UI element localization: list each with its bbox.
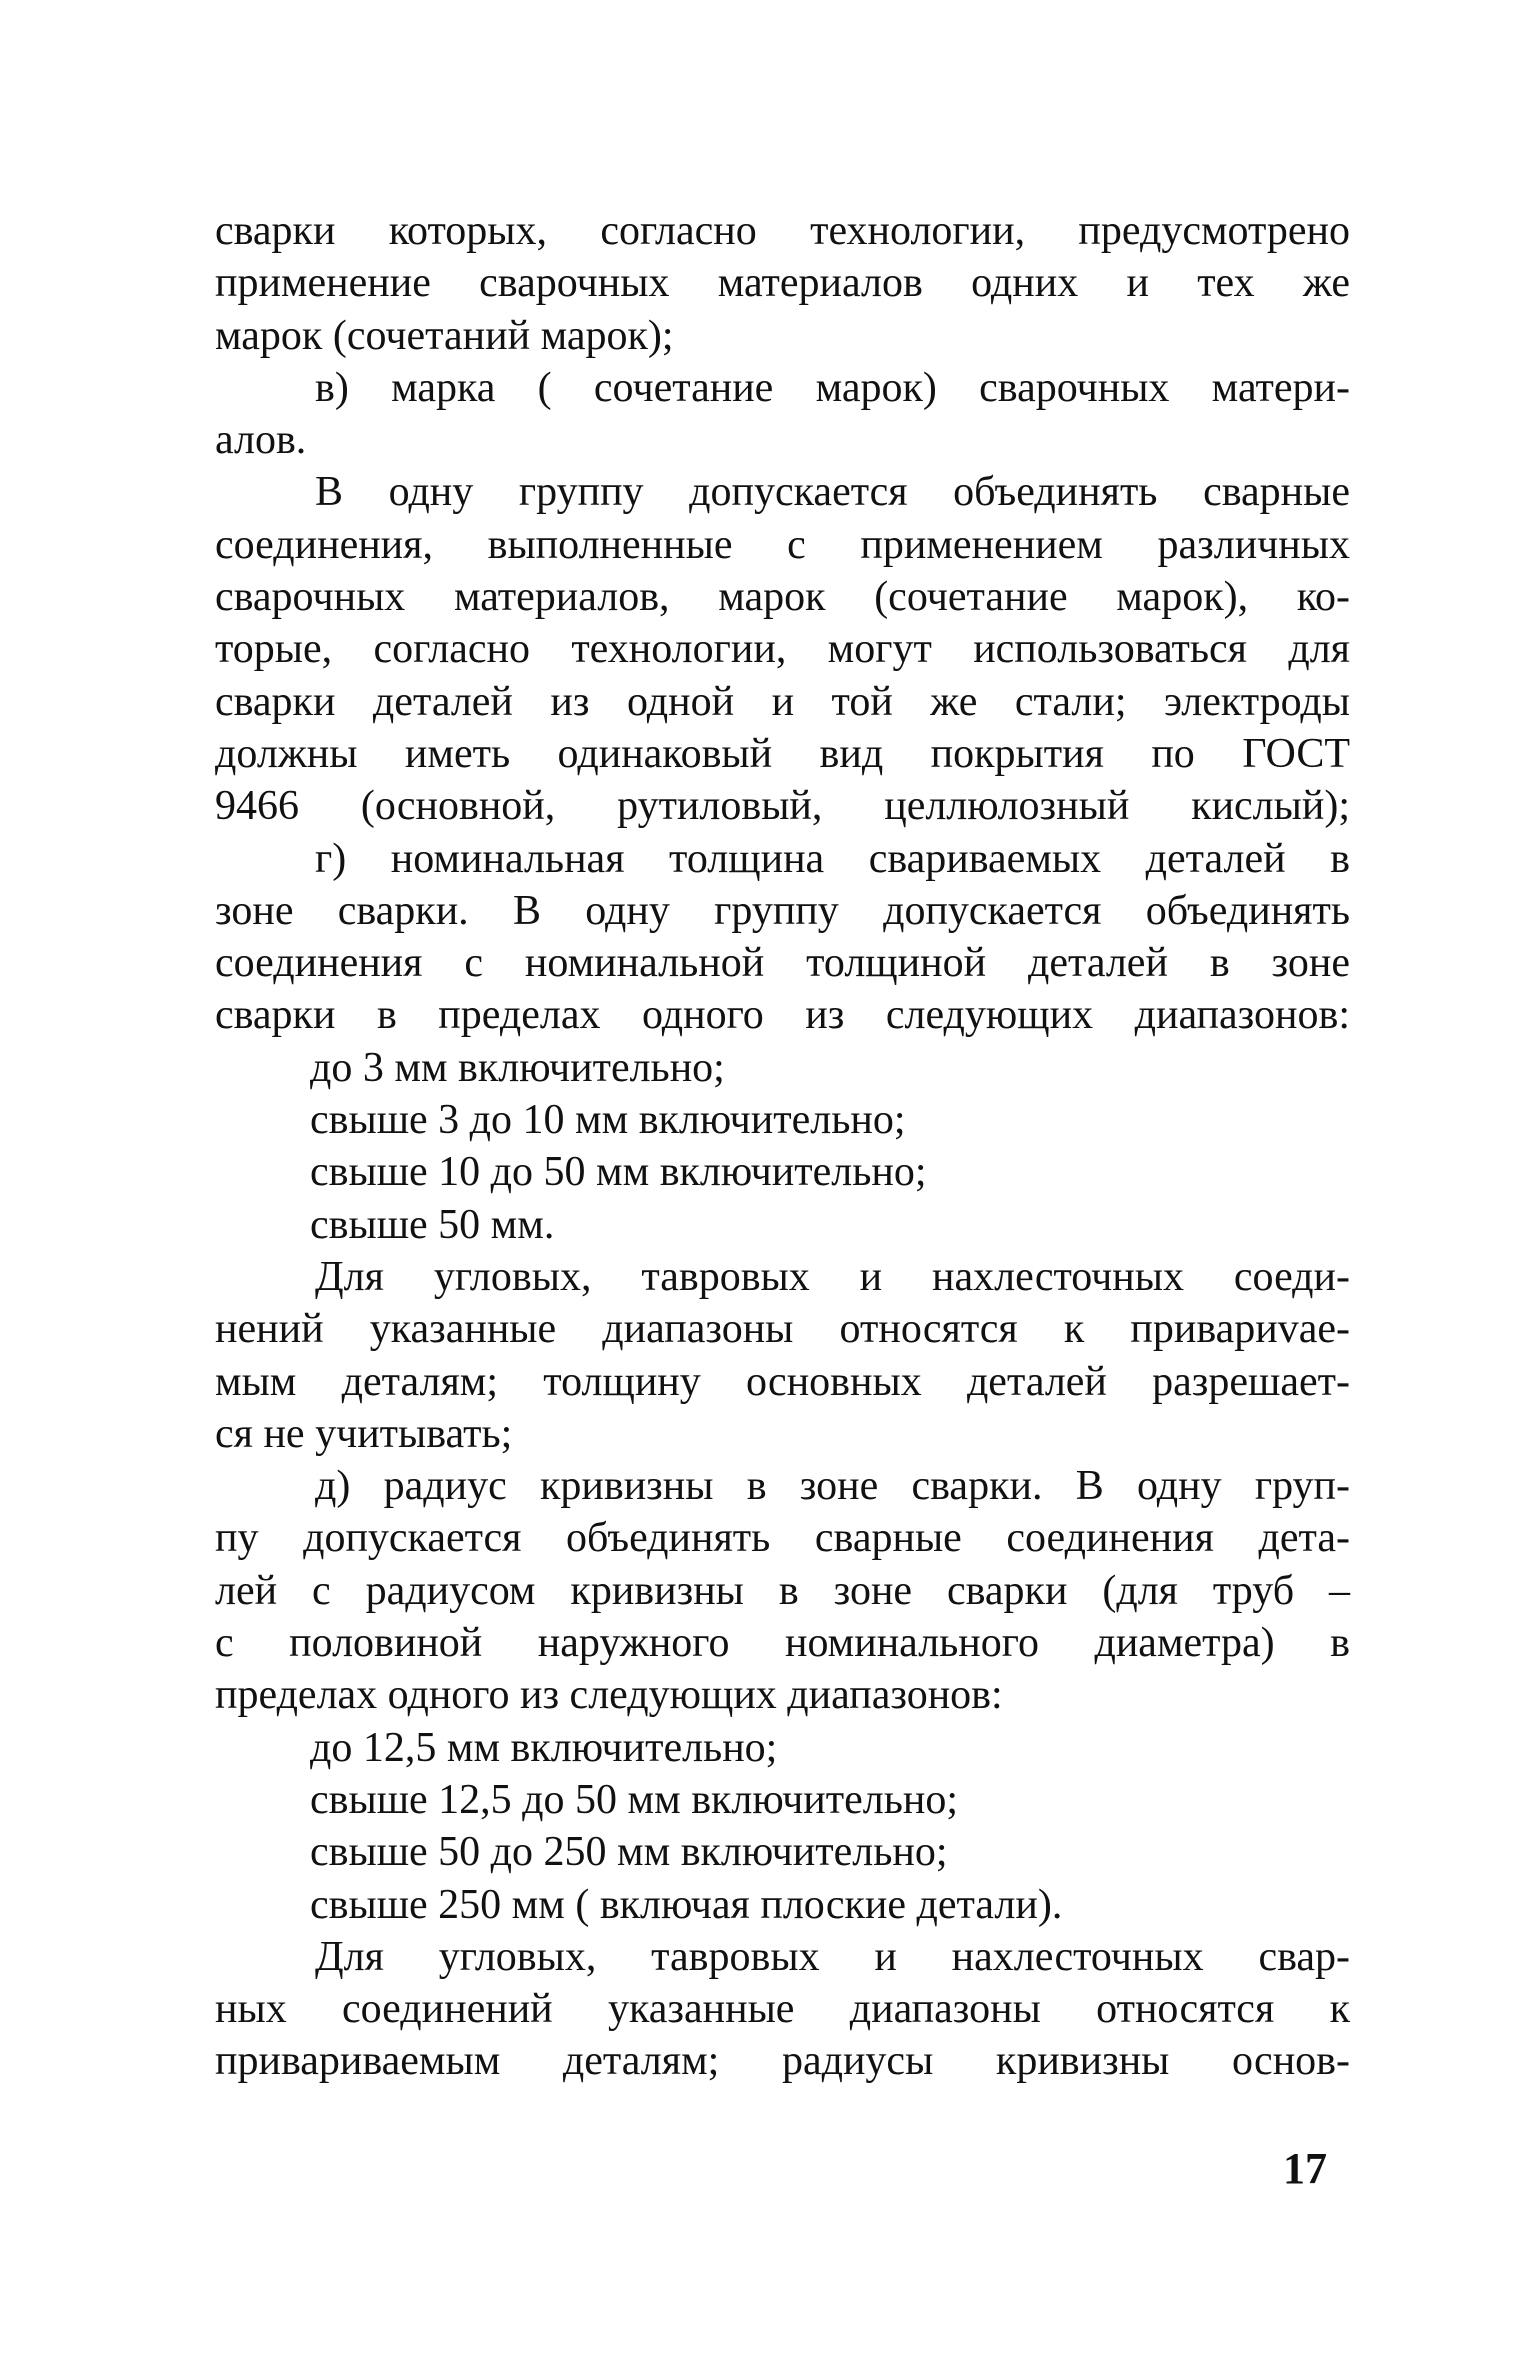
page-body xyxy=(215,205,1350,2088)
text-line: с половиной наружного номинального диаметра) в xyxy=(215,1620,1350,1667)
page-number: 17 xyxy=(1283,2144,1327,2193)
text-line: соединения, выполненные с применением различных xyxy=(215,521,1350,568)
text-line: В одну группу допускается объединять сварные xyxy=(315,469,1350,516)
text-line: свыше 50 до 250 мм включительно; xyxy=(310,1829,948,1876)
text-line: торые, согласно технологии, могут использоваться для xyxy=(215,626,1350,673)
text-line: до 12,5 мм включительно; xyxy=(310,1724,778,1771)
text-line: сварки которых, согласно технологии, предусмотрено xyxy=(215,208,1350,254)
text-line: г) номинальная толщина свариваемых деталей в xyxy=(315,835,1350,882)
text-line: привариваемым деталям; радиусы кривизны основ- xyxy=(215,2038,1350,2085)
text-line: соединения с номинальной толщиной деталей в зоне xyxy=(215,940,1350,987)
text-line: пределах одного из следующих диапазонов: xyxy=(215,1672,1003,1719)
text-line: свыше 3 до 10 мм включительно; xyxy=(310,1097,906,1144)
text-line: сварки в пределах одного из следующих диапазонов: xyxy=(215,992,1350,1039)
text-line: свыше 12,5 до 50 мм включительно; xyxy=(310,1776,959,1823)
text-line: Для угловых, тавровых и нахлесточных свар- xyxy=(315,1933,1350,1980)
text-line: свыше 10 до 50 мм включительно; xyxy=(310,1149,927,1196)
text-line: 9466 (основной, рутиловый, целлюлозный кислый); xyxy=(215,783,1350,830)
text-line: должны иметь одинаковый вид покрытия по ГОСТ xyxy=(215,730,1350,777)
text-line: ных соединений указанные диапазоны относятся к xyxy=(215,1986,1350,2033)
text-line: до 3 мм включительно; xyxy=(310,1044,725,1091)
text-line: сварочных материалов, марок (сочетание марок), ко- xyxy=(215,574,1350,621)
text-line: применение сварочных материалов одних и тех же xyxy=(215,260,1350,307)
text-line: свыше 50 мм. xyxy=(310,1201,555,1248)
text-line: алов. xyxy=(215,417,307,464)
text-line: в) марка ( сочетание марок) сварочных матери- xyxy=(315,364,1350,411)
text-line: мым деталям; толщину основных деталей разрешает- xyxy=(215,1358,1350,1405)
text-line: пу допускается объединять сварные соединения дета- xyxy=(215,1515,1350,1562)
text-line: марок (сочетаний марок); xyxy=(215,312,674,359)
text-line: Для угловых, тавровых и нахлесточных соеди- xyxy=(315,1253,1350,1300)
text-line: сварки деталей из одной и той же стали; электроды xyxy=(215,678,1350,725)
text-line: лей с радиусом кривизны в зоне сварки (для труб – xyxy=(215,1567,1350,1614)
text-line: нений указанные диапазоны относятся к привариvae- xyxy=(215,1306,1350,1353)
text-line: свыше 250 мм ( включая плоские детали). xyxy=(310,1881,1063,1928)
text-line: ся не учитывать; xyxy=(215,1410,513,1457)
text-line: зоне сварки. В одну группу допускается объединять xyxy=(215,887,1350,934)
text-line: д) радиус кривизны в зоне сварки. В одну груп- xyxy=(315,1463,1350,1510)
